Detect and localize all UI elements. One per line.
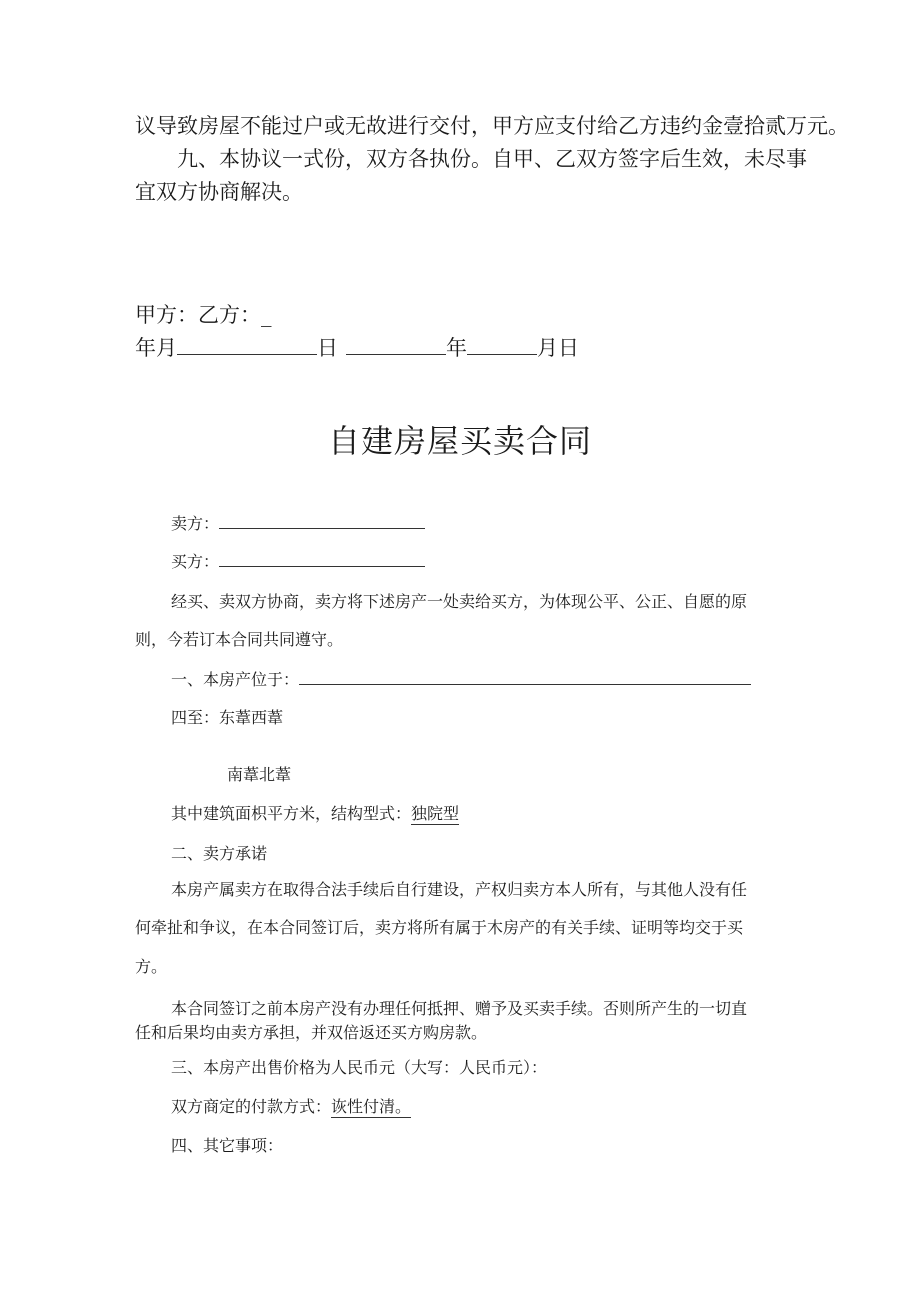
date-blank-1 (177, 338, 317, 355)
date-year-month: 年月 (135, 336, 177, 360)
location-label: 一、本房产位于： (171, 670, 300, 689)
date-blank-2 (346, 338, 446, 355)
section4-heading: 四、其它事项： (171, 1136, 284, 1155)
section2-p1-line1: 本房产属卖方在取得合法手续后自行建设，产权归卖方本人所有，与其他人没有任 (171, 880, 748, 899)
clause9-line2: 宜双方协商解决。 (135, 180, 303, 204)
clause8-continuation: 议导致房屋不能过户或无故进行交付，甲方应支付给乙方违约金壹拾贰万元。 (135, 114, 849, 138)
price-line: 三、本房产出售价格为人民币元（大写：人民币元）： (171, 1058, 548, 1077)
intro-line1: 经买、卖双方协商，卖方将下述房产一处卖给买方，为体现公平、公正、自愿的原 (171, 592, 748, 611)
section2-heading: 二、卖方承诺 (171, 844, 268, 863)
page-title: 自建房屋买卖合同 (327, 422, 592, 460)
area-prefix: 其中建筑面枳平方米，结构型式： (171, 804, 412, 823)
date-month-day: 月日 (537, 336, 579, 360)
section2-p2-line1: 本合同签订之前本房产没有办理任何抵押、赠予及买卖手续。否则所产生的一切直 (171, 999, 748, 1018)
seller-label: 卖方： (171, 514, 220, 533)
seller-blank (219, 516, 425, 529)
section2-p2-line2: 任和后果均由卖方承担，并双倍返还买方购房款。 (135, 1023, 488, 1042)
section2-p1-line3: 方。 (135, 957, 168, 976)
clause9-line1: 九、本协议一式份，双方各执份。自甲、乙双方签字后生效，未尽事 (177, 147, 807, 171)
date-blank-3 (467, 338, 537, 355)
seller-line (171, 516, 425, 532)
date-year: 年 (446, 336, 467, 360)
buyer-blank (219, 554, 425, 567)
boundaries-line1: 四至：东葦西葦 (171, 708, 284, 727)
buyer-label: 买方： (171, 552, 220, 571)
intro-line2: 则，今若订本合同共同遵守。 (135, 630, 344, 649)
date-day: 日 (317, 336, 338, 360)
payment-prefix: 双方商定的付款方式： (171, 1097, 332, 1116)
section2-p1-line2: 何牵扯和争议，在本合同签订后，卖方将所有属于木房产的有关手续、证明等均交于买 (135, 918, 744, 937)
location-blank (299, 672, 751, 685)
structure-type: 独院型 (411, 804, 460, 823)
party-b-label: 乙方：_ (198, 303, 272, 327)
area-structure-line (171, 806, 459, 822)
signature-date (135, 338, 579, 359)
signature-parties (135, 305, 272, 326)
payment-line (171, 1099, 411, 1115)
buyer-line (171, 554, 425, 570)
location-line (171, 672, 751, 688)
boundaries-line2: 南葦北葦 (227, 765, 292, 784)
payment-method: 诙性付清。 (331, 1097, 412, 1116)
party-a-label: 甲方： (135, 303, 198, 327)
